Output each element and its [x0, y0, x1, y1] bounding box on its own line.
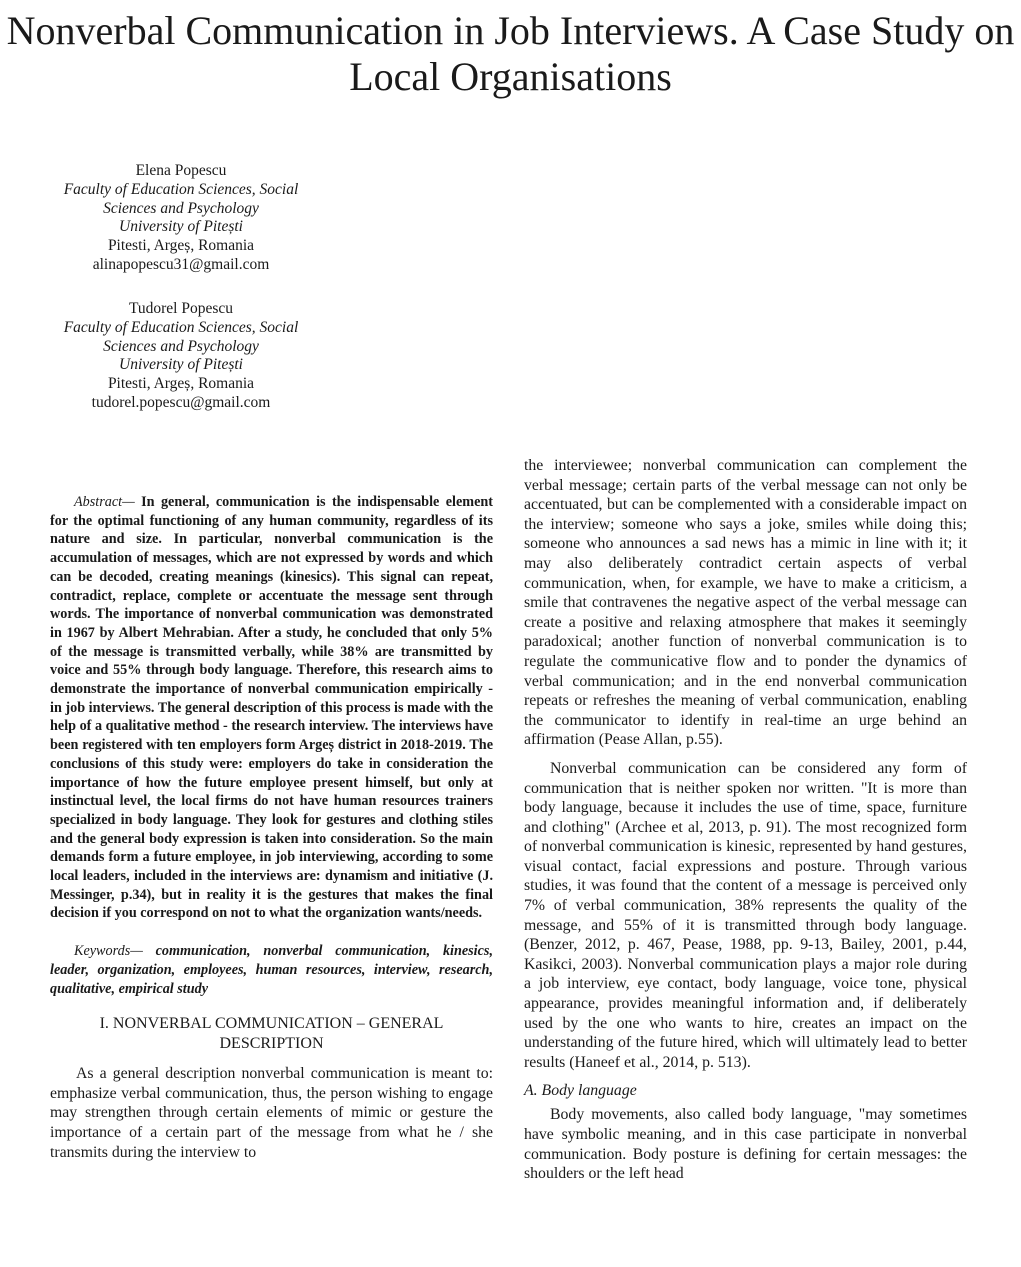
author-location: Pitesti, Argeș, Romania — [107, 375, 255, 393]
author-email: tudorel.popescu@gmail.com — [91, 393, 271, 411]
paper-title: Nonverbal Communication in Job Interviews. A Case Study on Local Organisations — [6, 8, 1015, 99]
body-paragraph-continued: the interviewee; nonverbal communication can complement the verbal message; certain parts of the verbal message can not only be accentuated, but can be complemented with a considerable impact on the interview; someone who says a joke, smiles while doing this; someone who announces a sad news has a mimic in line with it; it may also deliberately contradict certain aspects of verbal communication, when, for example, we have to make a criticism, a smile that contravenes the negative aspect of the verbal message can create a positive and relaxing atmosphere that makes it seemingly paradoxical; another function of nonverbal communication is to regulate the communicative flow and to ponder the dynamics of verbal communication; and in the end nonverbal communication repeats or refreshes the meaning of verbal communication, enabling the communicator to identify in real-time an urge behind an affirmation (Pease Allan, p.55). — [524, 457, 967, 749]
author-affiliation: Faculty of Education Sciences, Social — [63, 318, 299, 336]
author-affiliation: Sciences and Psychology — [103, 199, 259, 217]
abstract — [50, 493, 493, 923]
author-block-2 — [50, 300, 312, 413]
body-paragraph: As a general description nonverbal communication is meant to: emphasize verbal communication, thus, the person wishing to engage may strengthen through certain elements of mimic or gesture the importance of a certain part of the message from what he / she transmits during the interview to — [50, 1065, 493, 1161]
author-university: University of Pitești — [119, 356, 243, 374]
author-affiliation: Sciences and Psychology — [103, 337, 259, 355]
keywords — [50, 942, 493, 998]
author-university: University of Pitești — [119, 218, 243, 236]
abstract-label: Abstract— — [74, 494, 135, 510]
abstract-text: In general, communication is the indispensable element for the optimal functioning of any human community, regardless of its nature and size. In particular, nonverbal communication is the accumulation of messages, which are not expressed by words and which can be decoded, creating meanings (kinesics). This signal can repeat, contradict, replace, complete or accentuate the message sent through words. The importance of nonverbal communication was demonstrated in 1967 by Albert Mehrabian. After a study, he concluded that only 5% of the message is transmitted verbally, while 38% are transmitted by voice and 55% through body language. Therefore, this research aims to demonstrate the importance of nonverbal communication empirically - in job interviews. The general description of this process is made with the help of a qualitative method - the research interview. The interviews have been registered with ten employers form Argeș district in 2018-2019. The conclusions of this study were: employers do take in consideration the importance of how the future employee present himself, but only at instinctual level, the local firms do not have human resources trainers specialized in body language. They look for gestures and clothing stiles and the general body expression is taken into consideration. So the main demands form a future employee, in job interviewing, according to some local leaders, included in the interviews are: dynamism and initiative (J. Messinger, p.34), but in reality it is the gestures that makes the final decision if you correspond on not to what the organization wants/needs. — [50, 494, 493, 922]
right-column — [524, 456, 967, 1184]
body-paragraph: Body movements, also called body language, "may sometimes have symbolic meaning, and in this case participate in nonverbal communication. Body posture is defining for certain messages: the shoulders or the left head — [524, 1106, 967, 1183]
keywords-label: Keywords— — [74, 943, 143, 960]
author-location: Pitesti, Argeș, Romania — [107, 237, 255, 255]
keywords-text: communication, nonverbal communication, kinesics, leader, organization, employees, human resources, interview, research, qualitative, empirical study — [50, 943, 493, 997]
author-name: Tudorel Popescu — [128, 300, 234, 317]
left-column — [50, 493, 493, 1162]
author-affiliation: Faculty of Education Sciences, Social — [63, 180, 299, 198]
author-email: alinapopescu31@gmail.com — [92, 255, 270, 273]
author-name: Elena Popescu — [135, 162, 227, 179]
author-block-1 — [50, 162, 312, 275]
subsection-heading: A. Body language — [524, 1082, 637, 1100]
body-paragraph: Nonverbal communication can be considered any form of communication that is neither spoken nor written. "It is more than body language, because it includes the use of time, space, furniture and clothing" (Archee et al, 2013, p. 91). The most recognized form of nonverbal communication is kinesic, represented by hand gestures, visual contact, facial expressions and posture. Through various studies, it was found that the content of a message is perceived only 7% of verbal communication, 38% represents the quality of the message, and 55% of it is transmitted through body language. (Benzer, 2012, p. 467, Pease, 1988, pp. 9-13, Bailey, 2001, p.44, Kasikci, 2003). Nonverbal communication plays a major role during a job interview, eye contact, body language, voice tone, physical appearance, provides meaningful information and, if deliberately used by the one who wants to hire, creates an impact on the understanding of the future hired, which will ultimately lead to better results (Haneef et al., 2014, p. 513). — [524, 759, 967, 1071]
section-heading: I. NONVERBAL COMMUNICATION – GENERAL DESCRIPTION — [99, 1015, 444, 1053]
